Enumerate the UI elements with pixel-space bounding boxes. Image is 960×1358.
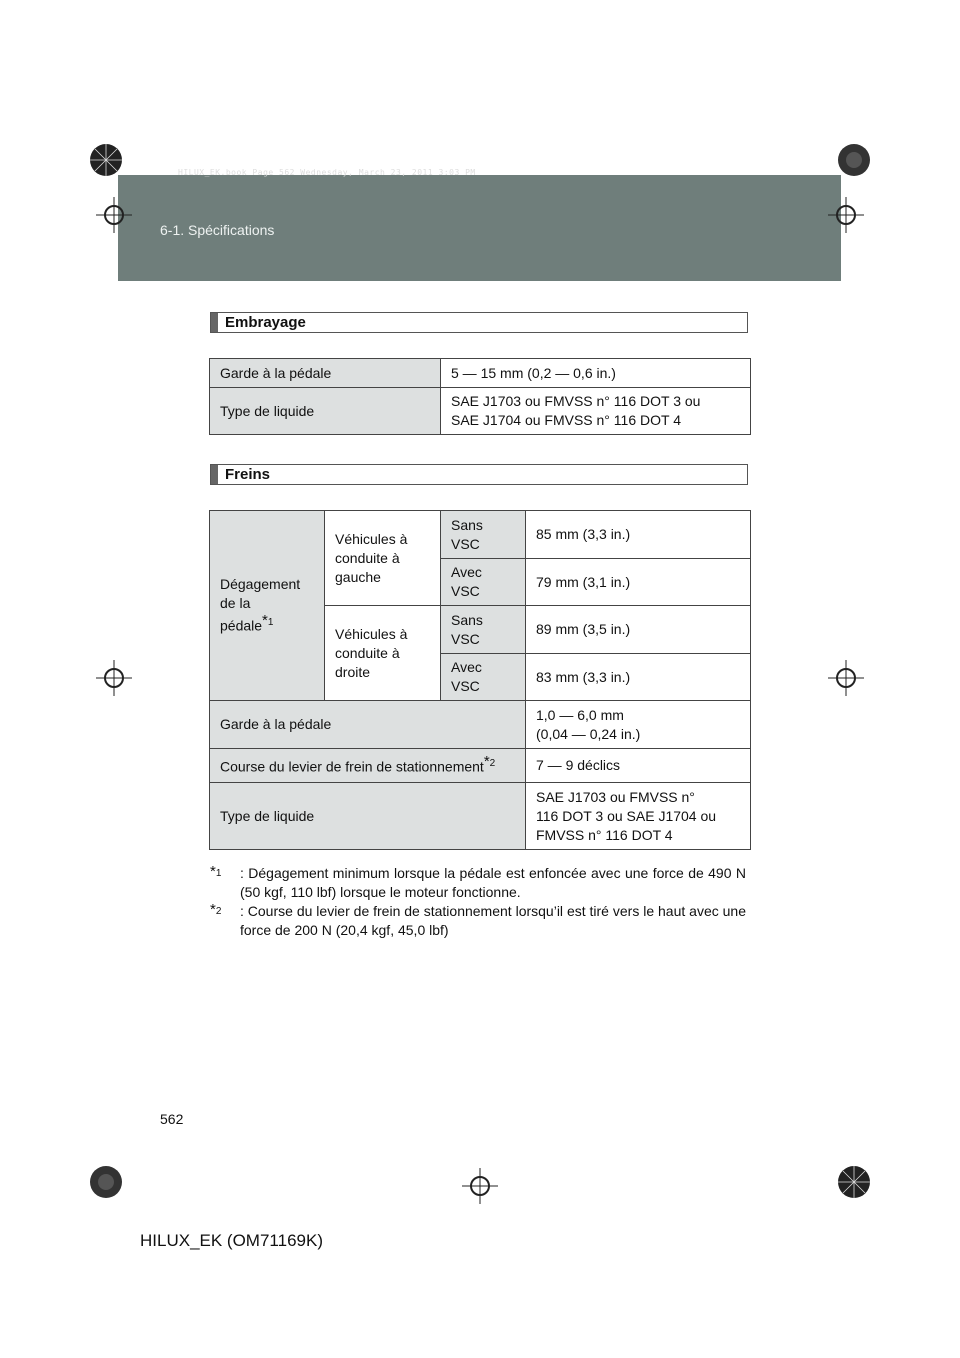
table-row xyxy=(210,388,751,435)
row-label: Garde à la pédale xyxy=(210,701,526,749)
row-value: 79 mm (3,1 in.) xyxy=(526,559,751,606)
degagement-label xyxy=(210,511,325,701)
value-line: SAE J1703 ou FMVSS n° 116 DOT 3 ou xyxy=(451,393,701,409)
registration-mark-icon xyxy=(834,140,874,180)
footnote-mark: *$^2$ xyxy=(210,901,222,918)
label-line: de la xyxy=(220,595,251,612)
section-freins xyxy=(210,464,748,485)
crosshair-icon xyxy=(462,1168,498,1204)
registration-mark-icon xyxy=(86,1162,126,1202)
footnote-star: * xyxy=(483,753,490,771)
row-value: 85 mm (3,3 in.) xyxy=(526,511,751,559)
row-value: 1,0 — 6,0 mm (0,04 — 0,24 in.) xyxy=(526,701,751,749)
crosshair-icon xyxy=(96,660,132,696)
section-title: 6-1. Spécifications xyxy=(160,222,275,238)
footnote-1 xyxy=(210,864,746,902)
registration-mark-icon xyxy=(834,1162,874,1202)
footnote-text: : Course du levier de frein de stationnement lorsqu’il est tiré vers le haut avec une force de 200 N (20,4 kgf, 45,0 lbf) xyxy=(240,903,746,938)
crosshair-icon xyxy=(96,197,132,233)
row-value: 83 mm (3,3 in.) xyxy=(526,654,751,701)
crosshair-icon xyxy=(828,660,864,696)
label-line: pédale*$^1$ xyxy=(220,612,274,634)
table-row xyxy=(210,783,751,850)
group-label: Véhicules à conduite à droite xyxy=(325,606,441,701)
footnotes xyxy=(210,864,746,940)
footnote-text: : Dégagement minimum lorsque la pédale est enfoncée avec une force de 490 N (50 kgf, 110 lbf) lorsque le moteur fonctionne. xyxy=(240,865,746,900)
footnote-2 xyxy=(210,902,746,940)
crosshair-icon xyxy=(828,197,864,233)
page-number: 562 xyxy=(160,1111,184,1127)
table-embrayage xyxy=(209,358,751,435)
table-row xyxy=(210,359,751,388)
book-stamp: HILUX_EK.book Page 562 Wednesday, March 23, 2011 3:03 PM xyxy=(178,168,476,177)
section-embrayage xyxy=(210,312,748,333)
row-label: Type de liquide xyxy=(210,388,441,435)
table-row xyxy=(210,749,751,783)
header-band xyxy=(118,175,841,281)
label-line: Dégagement xyxy=(220,576,301,593)
group-label: Véhicules à conduite à gauche xyxy=(325,511,441,606)
vsc-label: Avec VSC xyxy=(441,559,526,606)
footer-code: HILUX_EK (OM71169K) xyxy=(140,1231,323,1250)
footnote-ref: 1 xyxy=(267,617,274,629)
row-value: 89 mm (3,5 in.) xyxy=(526,606,751,654)
footnote-mark: *$^1$ xyxy=(210,863,222,880)
value-line: SAE J1704 ou FMVSS n° 116 DOT 4 xyxy=(451,412,681,428)
row-value: 7 — 9 déclics xyxy=(526,749,751,783)
table-row xyxy=(210,701,751,749)
section-title-embrayage: Embrayage xyxy=(225,314,306,331)
table-freins xyxy=(209,510,751,850)
row-value: 5 — 15 mm (0,2 — 0,6 in.) xyxy=(441,359,751,388)
footnote-star: * xyxy=(262,612,268,630)
vsc-label: Sans VSC xyxy=(441,606,526,654)
table-row xyxy=(210,511,751,559)
row-value xyxy=(441,388,751,435)
row-label: Garde à la pédale xyxy=(210,359,441,388)
vsc-label: Avec VSC xyxy=(441,654,526,701)
row-label: Course du levier de frein de stationnement*$^2$ xyxy=(210,749,526,783)
vsc-label: Sans VSC xyxy=(441,511,526,559)
registration-mark-icon xyxy=(86,140,126,180)
row-value: SAE J1703 ou FMVSS n° 116 DOT 3 ou SAE J1704 ou FMVSS n° 116 DOT 4 xyxy=(526,783,751,850)
row-label: Type de liquide xyxy=(210,783,526,850)
footnote-ref: 2 xyxy=(489,758,496,770)
section-title-freins: Freins xyxy=(225,466,271,483)
